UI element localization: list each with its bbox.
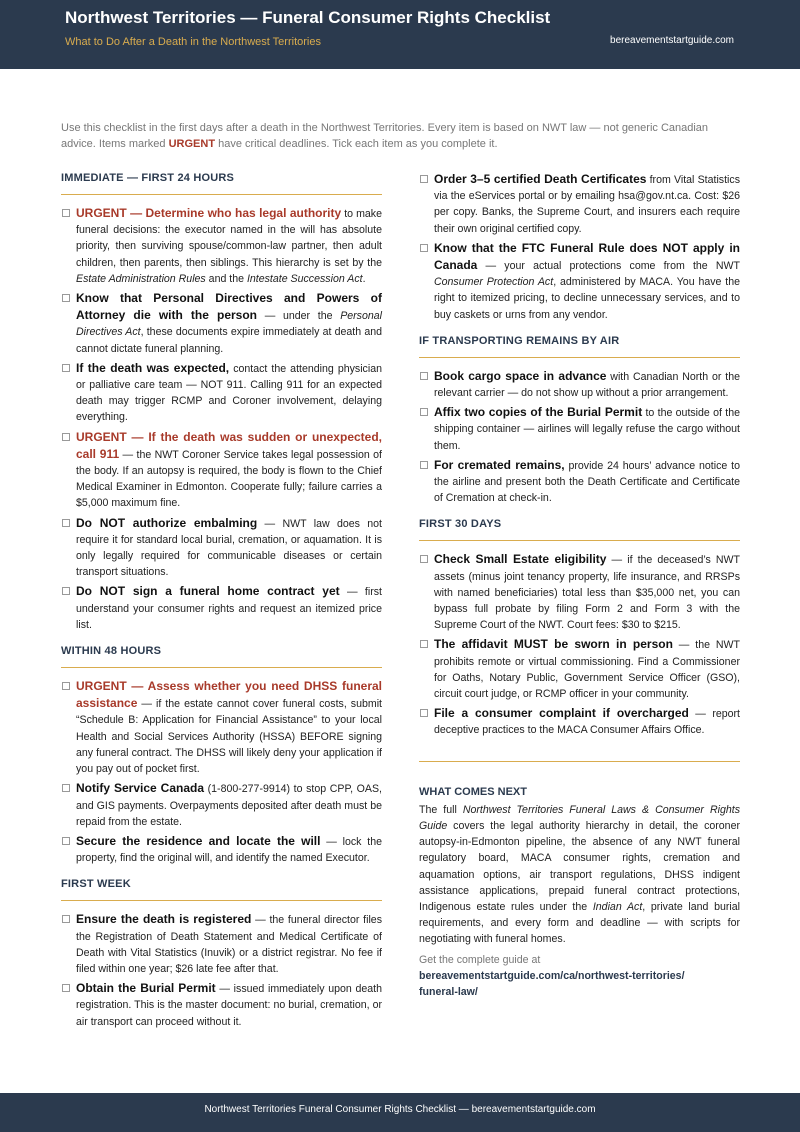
checklist-item [61,429,382,512]
checkbox[interactable] [420,709,428,717]
divider [419,761,740,762]
item-text: — first understand your consumer rights and request an itemized price list. [76,586,383,631]
checkbox[interactable] [62,837,70,845]
next-text: The full [419,803,463,816]
checkbox[interactable] [62,433,70,441]
section-title: IMMEDIATE — FIRST 24 HOURS [61,172,382,195]
page-subtitle: What to Do After a Death in the Northwest Territories [65,36,321,48]
item-text: contact the attending physician or palliative care team — NOT 911. Calling 911 for an expected death may trigger RCMP and Coroner involvement, delaying everything. [76,362,382,424]
item-text: provide 24 hours’ advance notice to the airline and present both the Death Certificate and Certificate of Cremation at check-in. [434,459,741,505]
checklist-item [61,290,382,357]
item-text: . [362,272,366,285]
item-heading: Obtain the Burial Permit [76,981,216,996]
intro-part1: Use this checklist in the first days after a death in the Northwest Territories. Every item is based on NWT law — not generic Canadian advice. Items marked [61,122,709,150]
item-text: with Canadian North or the relevant carrier — do not show up without a prior arrangement. [434,370,740,400]
footer-text: Northwest Territories Funeral Consumer Rights Checklist — bereavementstartguide.com [204,1104,596,1115]
what-comes-next [419,786,740,1000]
checkbox[interactable] [62,915,70,923]
item-text: and the [205,272,247,285]
item-text: , these documents expire immediately at death and cannot dictate funeral planning. [76,326,382,355]
item-heading: URGENT — If the death was sudden or unexpected, call 911 [76,429,382,461]
checklist-item [61,515,382,581]
section-first-week-continued [419,171,740,323]
guide-link-line1[interactable]: bereavementstartguide.com/ca/northwest-territories/ [419,969,685,982]
checklist-item [61,780,382,830]
checkbox[interactable] [420,175,428,183]
checkbox[interactable] [420,372,428,380]
section-title: FIRST WEEK [61,878,382,901]
item-heading: Book cargo space in advance [434,368,607,383]
checkbox[interactable] [420,555,428,563]
intro-text [61,120,739,152]
checklist-item [419,368,740,401]
item-text: — the funeral director files the Registration of Death Statement and Medical Certificate of Death with Vital Statistics (Inuvik) or a district registrar. No fee if filed within one year; $26 late fee after that. [76,914,383,975]
next-text: covers the legal authority hierarchy in detail, the coroner autopsy-in-Edmonton pipeline, the absence of any NWT funeral regulatory board, MACA consumer rights, cremation and aquamation options, air transport regulations, DHSS indigent assistance applications, prepaid funeral contract protections, Indigenous estate rules under the [419,819,740,913]
checkbox[interactable] [420,244,428,252]
checkbox[interactable] [62,984,70,992]
item-heading: Know that the FTC Funeral Rule does NOT apply in Canada [434,240,740,273]
item-italic: Consumer Protection Act [434,276,554,289]
item-heading: File a consumer complaint if overcharged [434,706,689,721]
checklist-item [61,360,382,426]
item-heading: The affidavit MUST be sworn in person [434,637,673,652]
item-heading: Do NOT sign a funeral home contract yet [76,584,340,599]
item-text: — the NWT Coroner Service takes legal possession of the body. If an autopsy is required, the body is flown to the Chief Medical Examiner in Edmonton. Cooperate fully; failure carries a $5,000 maximum fine. [76,448,382,510]
checkbox[interactable] [62,364,70,372]
next-italic: Indian Act [592,900,643,913]
section-title: WITHIN 48 HOURS [61,645,382,668]
section-immediate [61,172,382,633]
item-text: — if the deceased’s NWT assets (minus joint tenancy property, life insurance, and RRSPs with named beneficiaries) total less than $35,000 net, you can bypass full probate by filing Form 2 and Form 3 with the Supreme Court of the NWT. Court fees: $30 to $215. [434,554,740,632]
item-text: — if the estate cannot cover funeral costs, submit “Schedule B: Application for Financial Assistance” to your local Health and Social Services Authority (HSSA) BEFORE signing any funeral contract. The DHSS will likely deny your application if you pay out of pocket first. [76,698,382,776]
checkbox[interactable] [62,587,70,595]
right-column [419,171,740,1000]
next-italic: Northwest Territories Funeral Laws & Consumer Rights Guide [419,803,740,832]
page-title: Northwest Territories — Funeral Consumer Rights Checklist [65,8,551,27]
item-text: — under the [257,310,341,323]
checklist-item [61,678,382,777]
next-text: , private land burial requirements, and every form and deadline — with scripts for negotiating with funeral homes. [419,900,740,946]
checkbox[interactable] [62,519,70,527]
page-footer [0,1093,800,1132]
section-first-30-days [419,518,740,738]
checklist-item [61,833,382,866]
next-get-label: Get the complete guide at [419,953,541,966]
checklist-item [61,205,382,287]
guide-link[interactable] [419,968,740,1000]
checklist-item [61,980,382,1030]
item-heading: URGENT — Determine who has legal authority [76,206,342,220]
checklist-item [419,705,740,738]
item-heading: Check Small Estate eligibility [434,552,607,567]
checklist-item [61,911,382,977]
section-air-transport [419,335,740,507]
item-text: — lock the property, find the original will, and identify the named Executor. [76,835,382,865]
intro-urgent-word: URGENT [168,138,216,150]
item-heading: Order 3–5 certified Death Certificates [434,172,647,186]
item-text: — the NWT prohibits remote or virtual commissioning. Find a Commissioner for Oaths, Notary Public, Government Service Officer (GSO), circuit court judge, or RCMP officer in your community. [434,639,740,701]
item-heading: Ensure the death is registered [76,912,252,927]
checklist-item [419,404,740,454]
item-heading: Notify Service Canada [76,781,205,796]
left-column [61,172,382,1042]
section-first-week [61,878,382,1029]
checkbox[interactable] [62,209,70,217]
item-heading: For cremated remains, [434,457,565,472]
checkbox[interactable] [420,640,428,648]
item-text: to make funeral decisions: the executor named in the will has absolute priority, then surviving spouse/common-law partner, then adult children, then parents, then siblings. This hierarchy is set by the [76,208,382,269]
checklist-item [419,171,740,237]
guide-link-line2[interactable]: funeral-law/ [419,985,478,998]
checkbox[interactable] [62,784,70,792]
section-title: IF TRANSPORTING REMAINS BY AIR [419,335,740,358]
page-header [0,0,800,69]
item-text: — issued immediately upon death registration. This is the master document: no burial, cremation, or air transport can proceed without it. [76,983,383,1028]
section-within-48-hours [61,645,382,866]
item-italic: Estate Administration Rules [76,272,206,285]
intro-part2: have critical deadlines. Tick each item as you complete it. [215,138,498,150]
item-text: , administered by MACA. You have the right to itemized pricing, to decline unnecessary services, and to buy caskets or urns from any vendor. [434,276,740,321]
item-heading: URGENT — Assess whether you need DHSS funeral assistance [76,679,382,711]
checklist-item [61,583,382,633]
checklist-item [419,636,740,702]
checkbox[interactable] [62,682,70,690]
item-italic: Intestate Succession Act [246,272,363,285]
item-text: to the outside of the shipping container — airlines will legally refuse the cargo without them. [434,407,740,452]
checklist-item [419,457,740,507]
item-text: from Vital Statistics via the eServices portal or by emailing hsa@gov.nt.ca. Cost: $26 per copy. Banks, the Supreme Court, and insurers each require their own original certified copy. [434,174,740,235]
site-name: bereavementstartguide.com [610,35,734,46]
item-heading: Secure the residence and locate the will [76,833,321,848]
item-text: (1-800-277-9914) to stop CPP, OAS, and GIS payments. Overpayments deposited after death must be repaid from the estate. [76,783,382,828]
item-heading: Do NOT authorize embalming [76,515,258,530]
item-text: — report deceptive practices to the MACA Consumer Affairs Office. [434,708,740,737]
item-heading: Know that Personal Directives and Powers of Attorney die with the person [76,291,382,323]
checklist-item [419,240,740,323]
item-heading: Affix two copies of the Burial Permit [434,405,643,420]
next-body [419,802,740,948]
next-title: WHAT COMES NEXT [419,785,527,798]
item-italic: Personal Directives Act [76,310,382,339]
item-text: — NWT law does not require it for standard local burial, cremation, or aquamation. It is only legally required for communicable diseases or certain transport situations. [76,517,382,579]
item-heading: If the death was expected, [76,360,230,375]
checkbox[interactable] [420,408,428,416]
item-text: — your actual protections come from the NWT [477,260,740,273]
section-title: FIRST 30 DAYS [419,518,740,541]
checklist-item [419,551,740,633]
checkbox[interactable] [62,294,70,302]
checkbox[interactable] [420,461,428,469]
